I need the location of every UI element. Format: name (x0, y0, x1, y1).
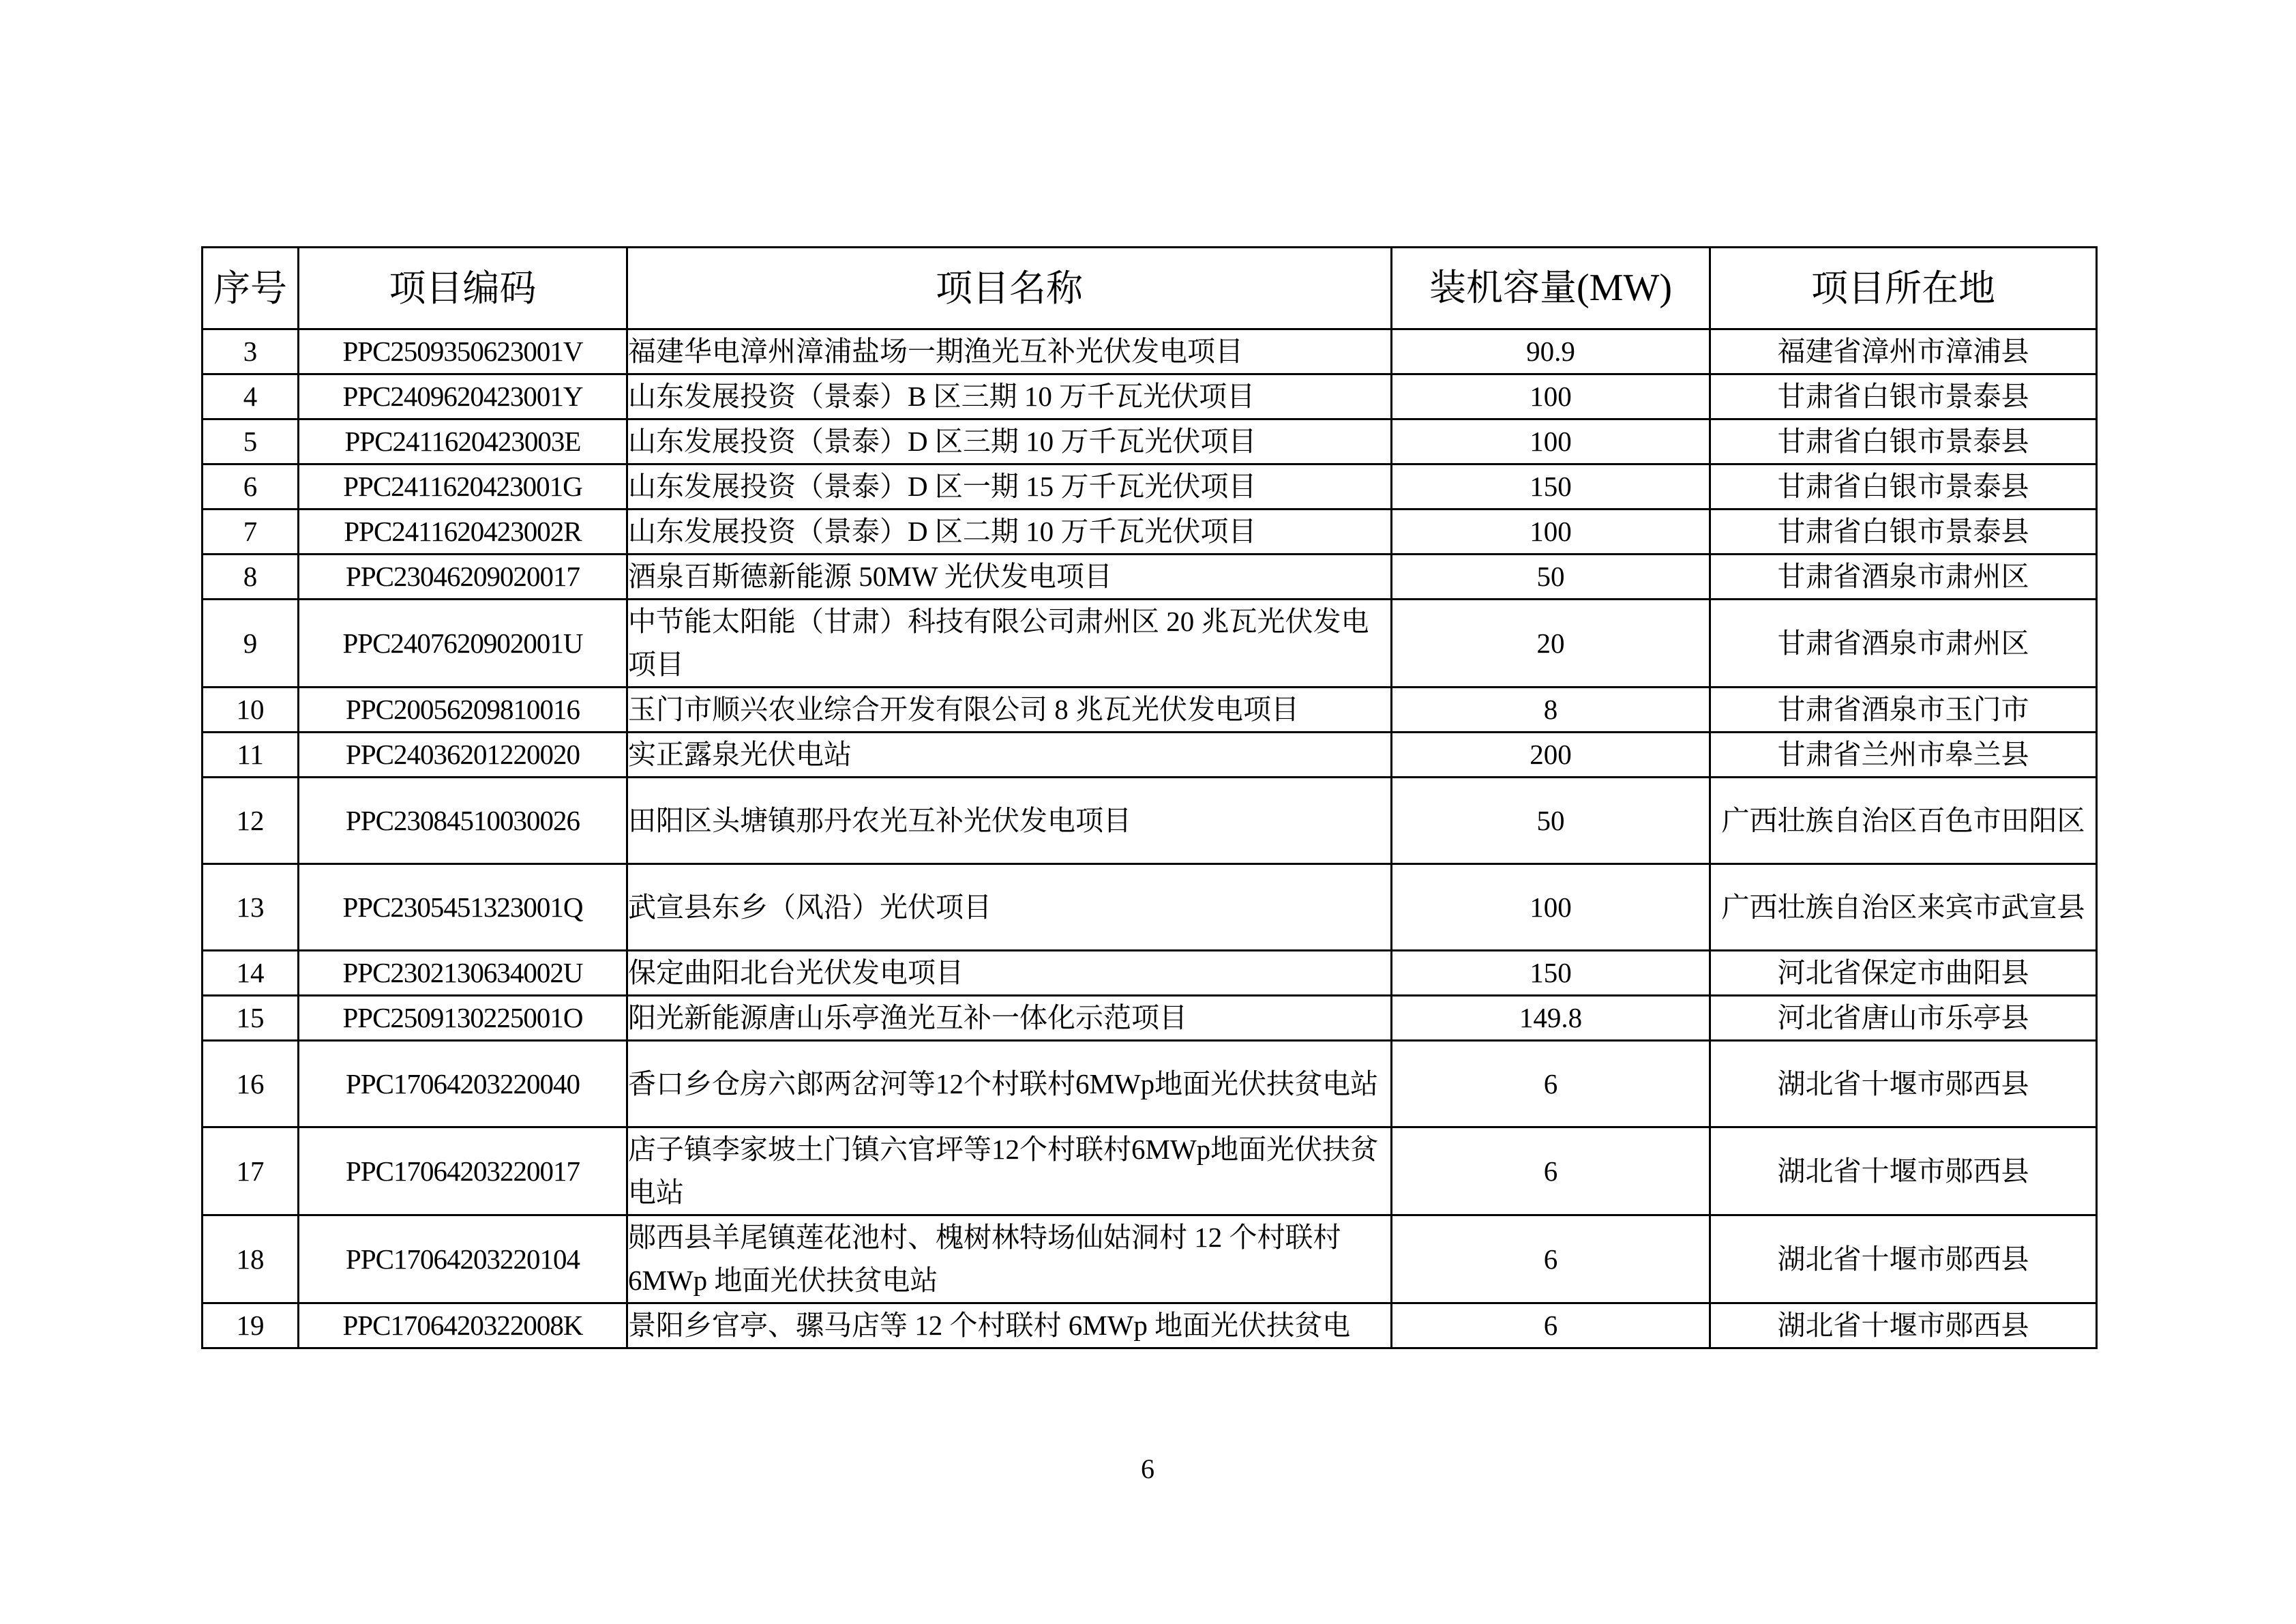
cell-project-name: 田阳区头塘镇那丹农光互补光伏发电项目 (627, 778, 1392, 864)
cell-project-code: PPC20056209810016 (299, 688, 627, 733)
cell-project-code: PPC2409620423001Y (299, 374, 627, 419)
cell-project-code: PPC2509130225001O (299, 996, 627, 1041)
cell-capacity: 100 (1392, 419, 1710, 464)
cell-capacity: 6 (1392, 1303, 1710, 1348)
cell-project-code: PPC17064203220040 (299, 1041, 627, 1127)
cell-serial-no: 16 (203, 1041, 299, 1127)
cell-project-name: 景阳乡官亭、骡马店等 12 个村联村 6MWp 地面光伏扶贫电 (627, 1303, 1392, 1348)
cell-capacity: 6 (1392, 1041, 1710, 1127)
table-row (203, 733, 2097, 778)
header-capacity-unit: (MW) (1577, 266, 1672, 309)
cell-serial-no: 13 (203, 864, 299, 951)
cell-project-code: PPC17064203220017 (299, 1127, 627, 1215)
table-row (203, 555, 2097, 600)
cell-project-code: PPC23046209020017 (299, 555, 627, 600)
cell-capacity: 100 (1392, 374, 1710, 419)
cell-project-code: PPC2305451323001Q (299, 864, 627, 951)
cell-project-name: 福建华电漳州漳浦盐场一期渔光互补光伏发电项目 (627, 329, 1392, 374)
cell-project-name: 中节能太阳能（甘肃）科技有限公司肃州区 20 兆瓦光伏发电项目 (627, 600, 1392, 688)
cell-project-code: PPC2411620423003E (299, 419, 627, 464)
cell-location: 甘肃省白银市景泰县 (1710, 510, 2097, 555)
pv-projects-table (201, 246, 2098, 1349)
cell-serial-no: 14 (203, 951, 299, 996)
cell-project-name: 玉门市顺兴农业综合开发有限公司 8 兆瓦光伏发电项目 (627, 688, 1392, 733)
cell-project-name: 香口乡仓房六郎两岔河等12个村联村6MWp地面光伏扶贫电站 (627, 1041, 1392, 1127)
cell-capacity: 200 (1392, 733, 1710, 778)
cell-location: 甘肃省酒泉市肃州区 (1710, 555, 2097, 600)
cell-location: 甘肃省酒泉市肃州区 (1710, 600, 2097, 688)
header-serial-no: 序号 (203, 248, 299, 329)
cell-capacity: 8 (1392, 688, 1710, 733)
cell-serial-no: 4 (203, 374, 299, 419)
table-row (203, 1041, 2097, 1127)
cell-capacity: 20 (1392, 600, 1710, 688)
table-row (203, 374, 2097, 419)
cell-serial-no: 5 (203, 419, 299, 464)
cell-project-name: 武宣县东乡（风沿）光伏项目 (627, 864, 1392, 951)
cell-capacity: 6 (1392, 1215, 1710, 1303)
cell-serial-no: 7 (203, 510, 299, 555)
cell-project-name: 山东发展投资（景泰）D 区三期 10 万千瓦光伏项目 (627, 419, 1392, 464)
cell-project-name: 阳光新能源唐山乐亭渔光互补一体化示范项目 (627, 996, 1392, 1041)
cell-capacity: 50 (1392, 778, 1710, 864)
cell-capacity: 100 (1392, 510, 1710, 555)
table-row (203, 864, 2097, 951)
cell-location: 甘肃省白银市景泰县 (1710, 374, 2097, 419)
cell-capacity: 100 (1392, 864, 1710, 951)
cell-location: 湖北省十堰市郧西县 (1710, 1041, 2097, 1127)
header-project-name: 项目名称 (627, 248, 1392, 329)
table-row (203, 778, 2097, 864)
cell-project-name: 山东发展投资（景泰）D 区一期 15 万千瓦光伏项目 (627, 464, 1392, 510)
cell-project-name: 店子镇李家坡土门镇六官坪等12个村联村6MWp地面光伏扶贫电站 (627, 1127, 1392, 1215)
cell-project-code: PPC2302130634002U (299, 951, 627, 996)
table-header-row (203, 248, 2097, 329)
cell-serial-no: 17 (203, 1127, 299, 1215)
table-row (203, 419, 2097, 464)
cell-location: 广西壮族自治区来宾市武宣县 (1710, 864, 2097, 951)
table-row (203, 1215, 2097, 1303)
cell-project-name: 保定曲阳北台光伏发电项目 (627, 951, 1392, 996)
cell-project-name: 实正露泉光伏电站 (627, 733, 1392, 778)
cell-location: 湖北省十堰市郧西县 (1710, 1127, 2097, 1215)
cell-project-code: PPC17064203220104 (299, 1215, 627, 1303)
cell-serial-no: 9 (203, 600, 299, 688)
page-number: 6 (1141, 1453, 1154, 1484)
header-project-code: 项目编码 (299, 248, 627, 329)
cell-capacity: 90.9 (1392, 329, 1710, 374)
cell-serial-no: 19 (203, 1303, 299, 1348)
header-location: 项目所在地 (1710, 248, 2097, 329)
table-body (203, 329, 2097, 1348)
cell-capacity: 149.8 (1392, 996, 1710, 1041)
cell-project-name: 山东发展投资（景泰）B 区三期 10 万千瓦光伏项目 (627, 374, 1392, 419)
cell-project-name: 郧西县羊尾镇莲花池村、槐树林特场仙姑洞村 12 个村联村 6MWp 地面光伏扶贫电站 (627, 1215, 1392, 1303)
cell-project-code: PPC24036201220020 (299, 733, 627, 778)
cell-serial-no: 11 (203, 733, 299, 778)
cell-location: 广西壮族自治区百色市田阳区 (1710, 778, 2097, 864)
cell-location: 河北省唐山市乐亭县 (1710, 996, 2097, 1041)
cell-project-code: PPC2509350623001V (299, 329, 627, 374)
cell-capacity: 150 (1392, 951, 1710, 996)
cell-project-code: PPC2407620902001U (299, 600, 627, 688)
table-row (203, 329, 2097, 374)
header-capacity-label: 装机容量 (1429, 265, 1577, 309)
cell-location: 甘肃省兰州市皋兰县 (1710, 733, 2097, 778)
table-row (203, 1303, 2097, 1348)
cell-project-code: PPC2411620423002R (299, 510, 627, 555)
cell-location: 甘肃省酒泉市玉门市 (1710, 688, 2097, 733)
cell-capacity: 50 (1392, 555, 1710, 600)
cell-project-code: PPC1706420322008K (299, 1303, 627, 1348)
table-row (203, 688, 2097, 733)
cell-project-code: PPC2411620423001G (299, 464, 627, 510)
cell-serial-no: 3 (203, 329, 299, 374)
table-row (203, 464, 2097, 510)
cell-location: 甘肃省白银市景泰县 (1710, 464, 2097, 510)
cell-serial-no: 10 (203, 688, 299, 733)
cell-serial-no: 6 (203, 464, 299, 510)
cell-project-name: 酒泉百斯德新能源 50MW 光伏发电项目 (627, 555, 1392, 600)
table-row (203, 510, 2097, 555)
cell-location: 福建省漳州市漳浦县 (1710, 329, 2097, 374)
cell-serial-no: 18 (203, 1215, 299, 1303)
cell-location: 湖北省十堰市郧西县 (1710, 1303, 2097, 1348)
cell-location: 甘肃省白银市景泰县 (1710, 419, 2097, 464)
cell-serial-no: 8 (203, 555, 299, 600)
table-row (203, 996, 2097, 1041)
table-row (203, 951, 2097, 996)
cell-serial-no: 12 (203, 778, 299, 864)
cell-project-code: PPC23084510030026 (299, 778, 627, 864)
cell-capacity: 150 (1392, 464, 1710, 510)
cell-location: 河北省保定市曲阳县 (1710, 951, 2097, 996)
header-capacity (1392, 248, 1710, 329)
cell-location: 湖北省十堰市郧西县 (1710, 1215, 2097, 1303)
cell-project-name: 山东发展投资（景泰）D 区二期 10 万千瓦光伏项目 (627, 510, 1392, 555)
table-row (203, 1127, 2097, 1215)
cell-serial-no: 15 (203, 996, 299, 1041)
table-row (203, 600, 2097, 688)
cell-capacity: 6 (1392, 1127, 1710, 1215)
